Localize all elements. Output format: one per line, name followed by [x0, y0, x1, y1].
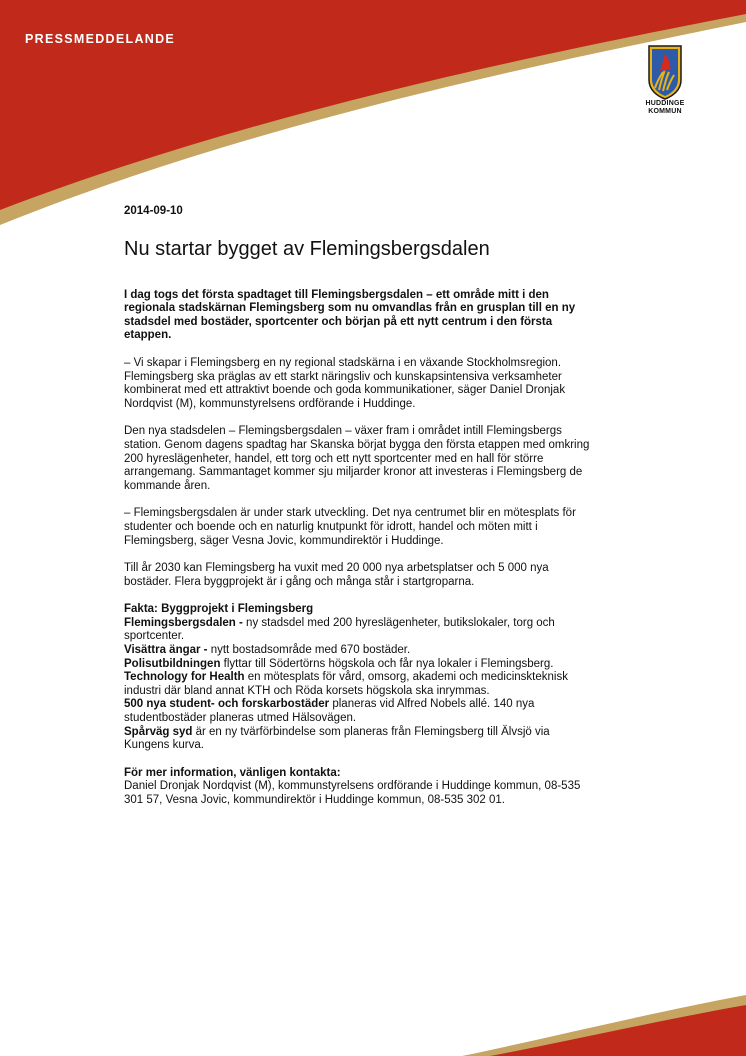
fact-item: [124, 617, 594, 644]
release-date: 2014-09-10: [124, 205, 183, 217]
fact-item-text: flyttar till Södertörns högskola och får nya lokaler i Flemingsberg.: [220, 657, 554, 670]
fact-item: [124, 671, 594, 698]
page-title: Nu startar bygget av Flemingsbergsdalen: [124, 237, 490, 260]
fact-item-title: 500 nya student- och forskarbostäder: [124, 698, 330, 711]
contact-heading: För mer information, vänligen kontakta:: [124, 766, 341, 779]
fact-item: [124, 698, 594, 725]
fact-item-text: planeras vid Alfred Nobels allé. 140 nya studentbostäder planeras utmed Hälsovägen.: [124, 698, 535, 725]
fact-item-title: Visättra ängar -: [124, 644, 208, 657]
body-paragraph-2: Den nya stadsdelen – Flemingsbergsdalen – växer fram i området intill Flemingsbergs station. Genom dagens spadtag har Skanska börjat bygga den första etappen med omkring 200 hyreslägenheter, handel, ett torg och ett nytt sportcenter med en hall för större arrangemang. Sammantaget kommer sju miljarder kronor att investeras i Flemingsberg de kommande åren.: [124, 425, 590, 492]
press-release-body: [124, 205, 594, 808]
fact-item-title: Spårväg syd: [124, 725, 193, 738]
facts-heading: Fakta: Byggprojekt i Flemingsberg: [124, 603, 314, 616]
fact-item-title: Polisutbildningen: [124, 657, 221, 670]
logo-text-line-2: KOMMUN: [648, 108, 682, 115]
press-release-label: PRESSMEDDELANDE: [25, 32, 176, 46]
facts-section: [124, 603, 594, 753]
body-paragraph-3: – Flemingsbergsdalen är under stark utveckling. Det nya centrumet blir en mötesplats för studenter och boende och en naturlig knutpunkt för idrott, handel och möten mitt i Flemingsberg, säger Vesna Jovic, kommundirektör i Huddinge.: [124, 507, 576, 547]
fact-item-text: en mötesplats för vård, omsorg, akademi och medicinskteknisk industri där bland annat KTH och Röda korsets högskola ska inrymmas.: [124, 671, 568, 697]
fact-item-text: är en ny tvärförbindelse som planeras från Flemingsberg till Älvsjö via Kungens kurva.: [124, 725, 550, 752]
contact-details: Daniel Dronjak Nordqvist (M), kommunstyrelsens ordförande i Huddinge kommun, 08-535 301 57, Vesna Jovic, kommundirektör i Huddinge kommun, 08-535 302 01.: [124, 780, 581, 806]
fact-item-text: ny stadsdel med 200 hyreslägenheter, butikslokaler, torg och sportcenter.: [124, 616, 555, 643]
fact-item: [124, 726, 594, 753]
municipality-logo: [640, 44, 690, 116]
fact-item-text: nytt bostadsområde med 670 bostäder.: [207, 644, 411, 657]
lead-paragraph: I dag togs det första spadtaget till Flemingsbergsdalen – ett område mitt i den regionala stadskärnan Flemingsberg som nu omvandlas från en grusplan till en ny stadsdel med bostäder, sportcenter och början på ett nytt centrum i den första etappen.: [124, 288, 576, 342]
coat-of-arms-icon: [647, 44, 683, 100]
fact-item: [124, 658, 594, 672]
body-paragraph-4: Till år 2030 kan Flemingsberg ha vuxit med 20 000 nya arbetsplatser och 5 000 nya bostäder. Flera byggprojekt är i gång och många står i startgroparna.: [124, 562, 549, 588]
fact-item-title: Technology for Health: [124, 671, 245, 684]
fact-item-title: Flemingsbergsdalen -: [124, 616, 243, 629]
body-paragraph-1: – Vi skapar i Flemingsberg en ny regional stadskärna i en växande Stockholmsregion. Flemingsberg ska präglas av ett starkt näringsliv och kunskapsintensiva verksamheter kombinerat med ett attraktivt boende och goda kommunikationer, säger Daniel Dronjak Nordqvist (M), kommunstyrelsens ordförande i Huddinge.: [124, 356, 566, 410]
fact-item: [124, 644, 594, 658]
logo-text-line-1: HUDDINGE: [645, 100, 685, 107]
